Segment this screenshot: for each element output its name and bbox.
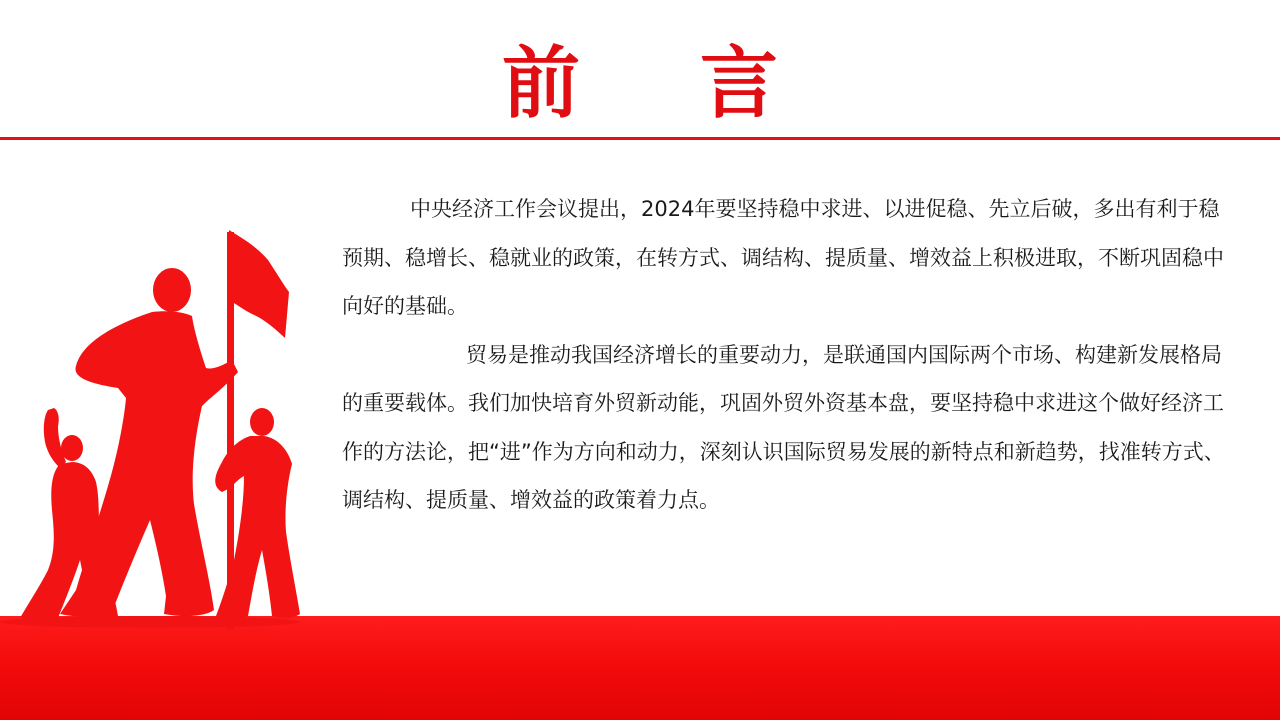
flag-bearer-silhouette-icon — [0, 220, 320, 640]
left-figure-arm — [44, 408, 66, 468]
paragraph-2: 贸易是推动我国经济增长的重要动力，是联通国内国际两个市场、构建新发展格局的重要载体。我们加快培育外贸新动能，巩固外贸外资基本盘，要坚持稳中求进这个做好经济工作的方法论，把“进”作为方向和动力，深刻认识国际贸易发展的新特点和新趋势，找准转方式、调结构、提质量、增效益的政策着力点。 — [342, 342, 1225, 512]
title-char-2: 言 — [700, 39, 779, 129]
paragraph-1: 中央经济工作会议提出，2024年要坚持稳中求进、以进促稳、先立后破，多出有利于稳预期、稳增长、稳就业的政策，在转方式、调结构、提质量、增效益上积极进取，不断巩固稳中向好的基础。 — [342, 197, 1224, 318]
left-figure-head — [61, 435, 83, 461]
ground-shadow — [0, 616, 300, 628]
right-figure-head — [250, 408, 274, 436]
title-divider — [0, 137, 1280, 140]
central-figure-head — [153, 268, 191, 312]
flag — [229, 230, 289, 338]
page-title — [0, 34, 1280, 134]
body-text — [342, 185, 1232, 525]
title-char-1: 前 — [501, 39, 580, 129]
